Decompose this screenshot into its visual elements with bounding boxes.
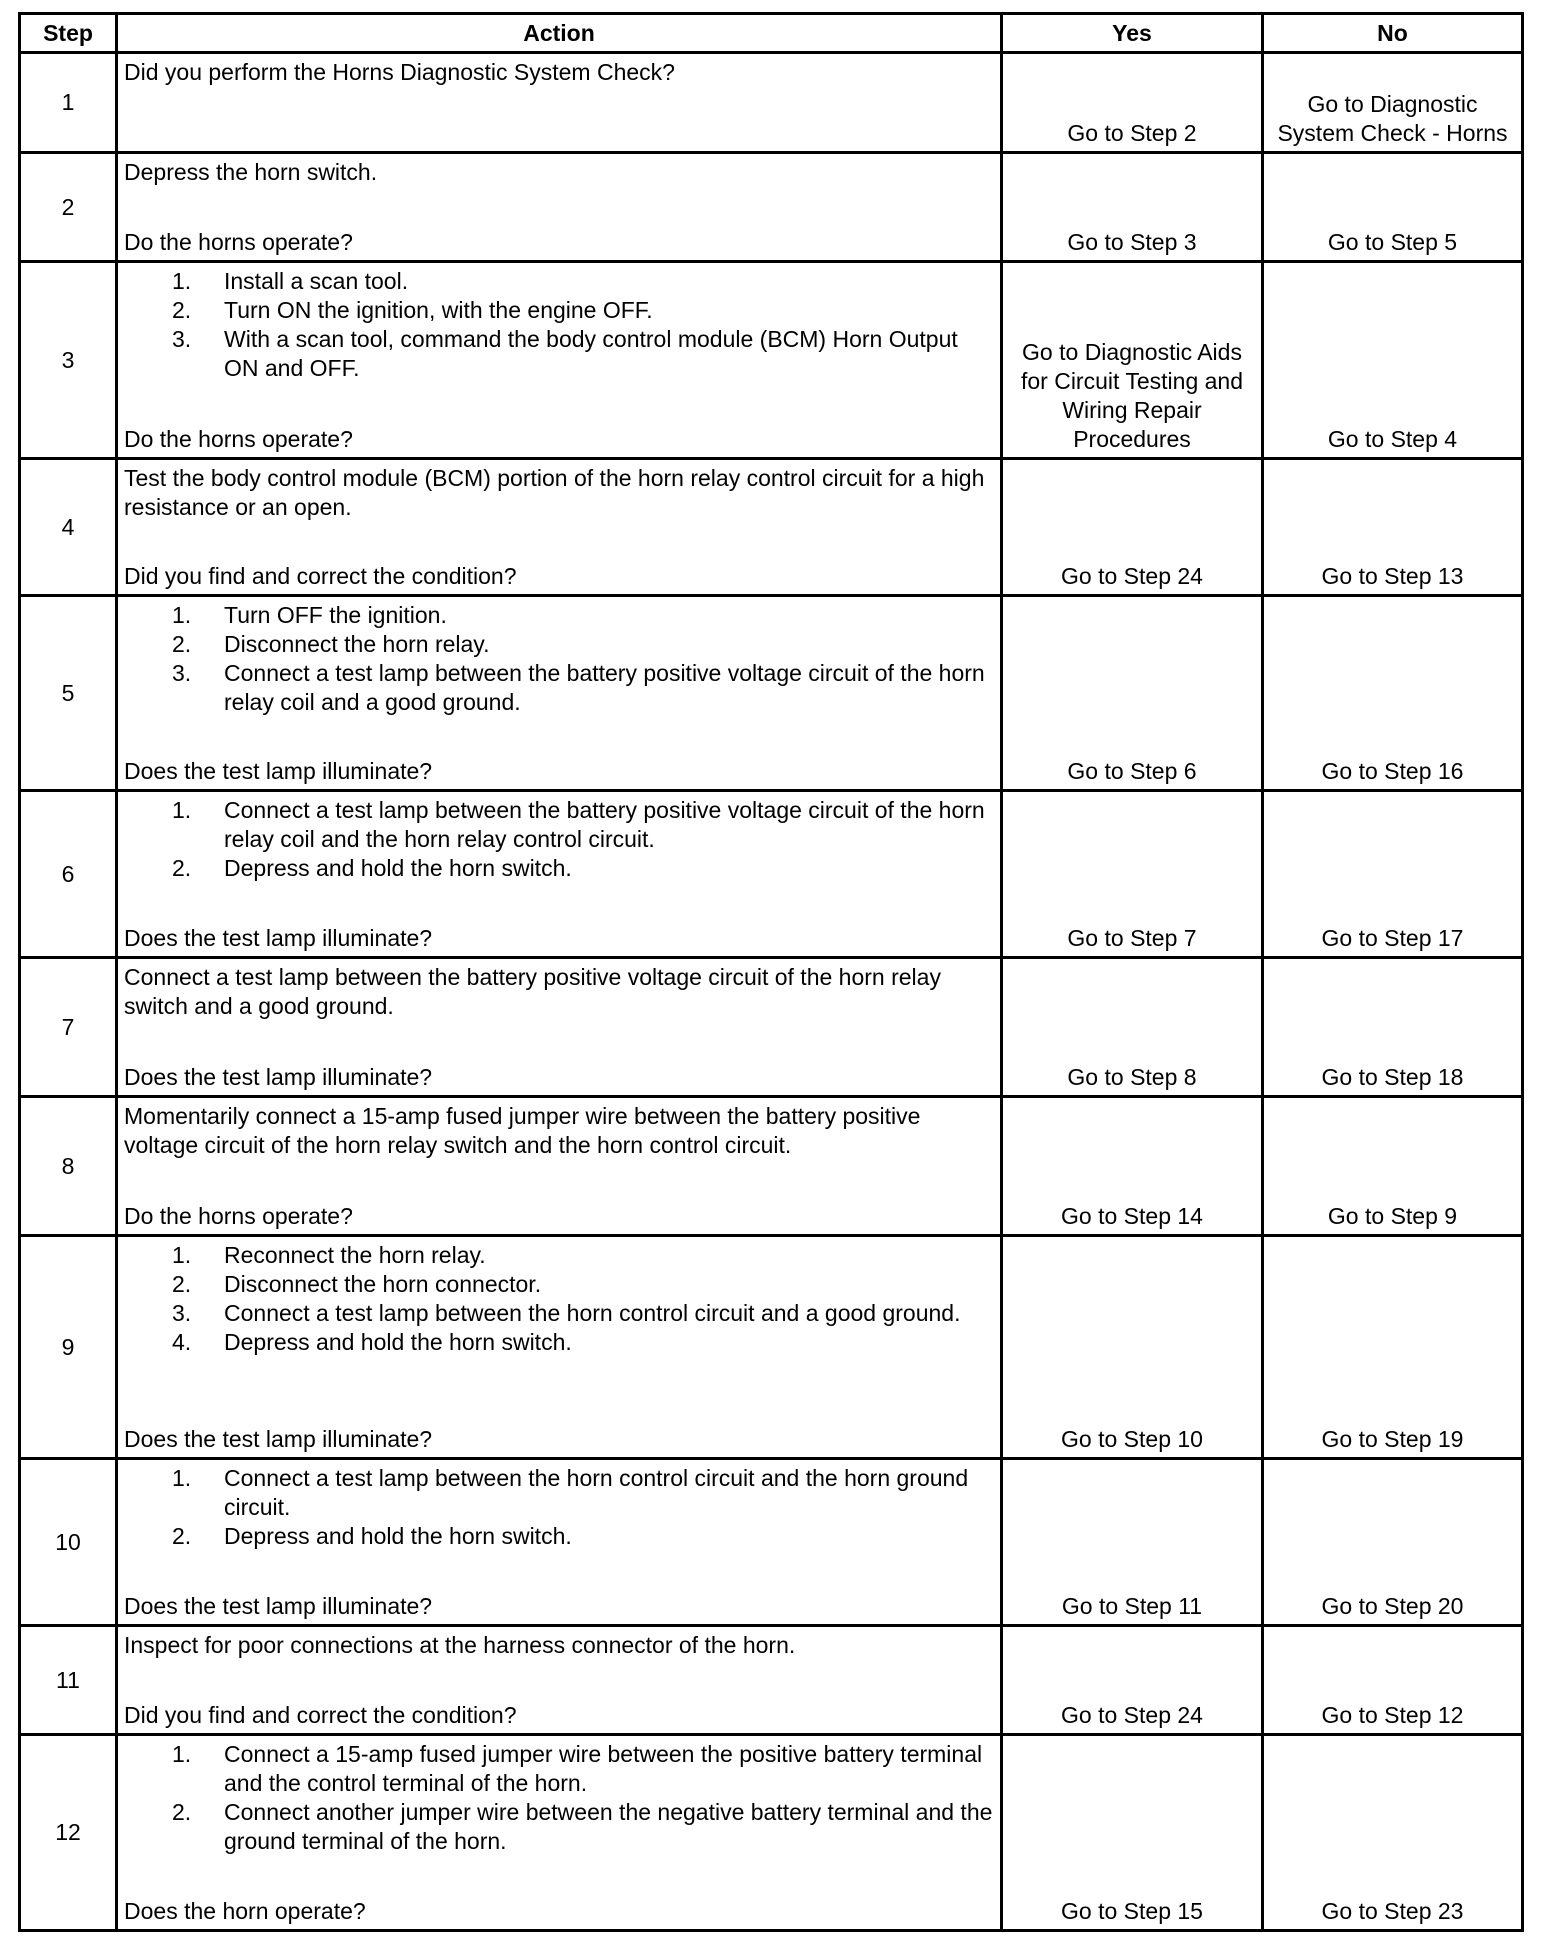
yes-result: Go to Step 3	[1002, 153, 1263, 262]
action-steps-list	[124, 267, 996, 383]
action-cell	[117, 1459, 1002, 1626]
action-content	[124, 58, 996, 148]
action-step-item	[124, 296, 996, 325]
action-step-number: 4.	[172, 1329, 192, 1355]
step-number: 3	[20, 262, 117, 459]
action-step-item	[124, 267, 996, 296]
action-step-item	[124, 1241, 996, 1270]
action-step-item	[124, 630, 996, 659]
no-result: Go to Step 17	[1263, 791, 1523, 958]
table-row	[20, 1459, 1523, 1626]
action-content	[124, 963, 996, 1092]
action-text: Test the body control module (BCM) portion of the horn relay control circuit for a high resistance or an open.	[124, 465, 985, 520]
action-instructions	[124, 158, 996, 187]
action-instructions	[124, 796, 996, 883]
action-instructions	[124, 464, 996, 522]
action-step-item	[124, 1522, 996, 1551]
step-number: 8	[20, 1097, 117, 1236]
action-instructions	[124, 963, 996, 1021]
action-step-item	[124, 796, 996, 854]
table-row	[20, 53, 1523, 153]
action-step-item	[124, 601, 996, 630]
action-step-number: 1.	[172, 797, 192, 823]
action-content	[124, 1464, 996, 1621]
action-content	[124, 601, 996, 786]
action-text: Connect a test lamp between the battery positive voltage circuit of the horn relay switch and a good ground.	[124, 964, 941, 1019]
action-step-number: 2.	[172, 1271, 192, 1297]
action-instructions	[124, 267, 996, 383]
no-result: Go to Step 4	[1263, 262, 1523, 459]
action-step-text: Depress and hold the horn switch.	[224, 1329, 572, 1355]
action-question: Does the test lamp illuminate?	[124, 1426, 433, 1452]
table-row	[20, 153, 1523, 262]
action-step-item	[124, 1740, 996, 1798]
action-step-number: 1.	[172, 268, 192, 294]
action-text: Inspect for poor connections at the harness connector of the horn.	[124, 1632, 796, 1658]
diagnostic-table-page	[18, 12, 1521, 1932]
action-step-number: 1.	[172, 1741, 192, 1767]
action-instructions	[124, 58, 996, 87]
action-content	[124, 267, 996, 454]
action-step-number: 3.	[172, 660, 192, 686]
action-step-number: 2.	[172, 297, 192, 323]
action-instructions	[124, 601, 996, 717]
action-instructions	[124, 1464, 996, 1551]
action-question: Does the test lamp illuminate?	[124, 925, 433, 951]
step-number: 2	[20, 153, 117, 262]
table-row	[20, 262, 1523, 459]
step-number: 12	[20, 1735, 117, 1931]
action-content	[124, 464, 996, 591]
no-result: Go to Step 20	[1263, 1459, 1523, 1626]
yes-result: Go to Step 14	[1002, 1097, 1263, 1236]
action-step-item	[124, 325, 996, 383]
no-result: Go to Step 5	[1263, 153, 1523, 262]
action-step-text: Disconnect the horn connector.	[224, 1271, 542, 1297]
table-row	[20, 958, 1523, 1097]
action-content	[124, 1740, 996, 1926]
action-step-text: Reconnect the horn relay.	[224, 1242, 486, 1268]
table-row	[20, 1735, 1523, 1931]
action-question: Does the test lamp illuminate?	[124, 1593, 433, 1619]
action-step-text: Depress and hold the horn switch.	[224, 1523, 572, 1549]
action-cell	[117, 1626, 1002, 1735]
action-question: Do the horns operate?	[124, 426, 353, 452]
action-step-text: Connect a 15-amp fused jumper wire between the positive battery terminal and the control terminal of the horn.	[224, 1741, 983, 1796]
action-question: Does the test lamp illuminate?	[124, 758, 433, 784]
action-step-text: Depress and hold the horn switch.	[224, 855, 572, 881]
action-cell	[117, 1097, 1002, 1236]
action-question: Do the horns operate?	[124, 1203, 353, 1229]
yes-result: Go to Step 24	[1002, 459, 1263, 596]
diagnostic-table	[18, 12, 1524, 1932]
step-number: 6	[20, 791, 117, 958]
table-body	[20, 53, 1523, 1931]
table-row	[20, 1097, 1523, 1236]
action-step-number: 3.	[172, 326, 192, 352]
action-cell	[117, 53, 1002, 153]
action-cell	[117, 262, 1002, 459]
action-step-text: Disconnect the horn relay.	[224, 631, 490, 657]
action-step-text: With a scan tool, command the body control module (BCM) Horn Output ON and OFF.	[224, 326, 958, 381]
action-step-item	[124, 1299, 996, 1328]
action-question: Does the test lamp illuminate?	[124, 1064, 433, 1090]
step-number: 7	[20, 958, 117, 1097]
yes-result: Go to Step 6	[1002, 596, 1263, 791]
step-number: 4	[20, 459, 117, 596]
yes-result: Go to Step 7	[1002, 791, 1263, 958]
action-step-number: 1.	[172, 1242, 192, 1268]
action-steps-list	[124, 1464, 996, 1551]
step-number: 1	[20, 53, 117, 153]
no-result: Go to Step 9	[1263, 1097, 1523, 1236]
action-steps-list	[124, 796, 996, 883]
table-header-row	[20, 14, 1523, 53]
action-cell	[117, 958, 1002, 1097]
no-result: Go to Diagnostic System Check - Horns	[1263, 53, 1523, 153]
action-steps-list	[124, 1241, 996, 1357]
no-result: Go to Step 19	[1263, 1236, 1523, 1459]
action-content	[124, 1241, 996, 1454]
header-yes: Yes	[1002, 14, 1263, 53]
action-content	[124, 1631, 996, 1730]
table-row	[20, 459, 1523, 596]
action-step-number: 3.	[172, 1300, 192, 1326]
action-step-number: 2.	[172, 855, 192, 881]
action-step-text: Connect a test lamp between the horn control circuit and a good ground.	[224, 1300, 961, 1326]
header-step: Step	[20, 14, 117, 53]
action-step-text: Connect a test lamp between the battery positive voltage circuit of the horn relay coil and a good ground.	[224, 660, 985, 715]
step-number: 10	[20, 1459, 117, 1626]
action-question: Did you find and correct the condition?	[124, 563, 517, 589]
yes-result: Go to Step 2	[1002, 53, 1263, 153]
action-question: Did you find and correct the condition?	[124, 1702, 517, 1728]
step-number: 11	[20, 1626, 117, 1735]
action-step-text: Turn ON the ignition, with the engine OFF.	[224, 297, 653, 323]
action-step-item	[124, 1464, 996, 1522]
action-cell	[117, 1735, 1002, 1931]
action-step-number: 1.	[172, 602, 192, 628]
action-step-text: Connect a test lamp between the battery positive voltage circuit of the horn relay coil and the horn relay control circuit.	[224, 797, 985, 852]
action-instructions	[124, 1740, 996, 1856]
action-step-number: 2.	[172, 1523, 192, 1549]
action-step-number: 2.	[172, 631, 192, 657]
action-content	[124, 158, 996, 257]
action-step-text: Install a scan tool.	[224, 268, 409, 294]
action-step-text: Turn OFF the ignition.	[224, 602, 447, 628]
yes-result: Go to Step 8	[1002, 958, 1263, 1097]
yes-result: Go to Diagnostic Aids for Circuit Testing and Wiring Repair Procedures	[1002, 262, 1263, 459]
table-row	[20, 791, 1523, 958]
action-content	[124, 1102, 996, 1231]
action-cell	[117, 791, 1002, 958]
action-question: Does the horn operate?	[124, 1898, 366, 1924]
yes-result: Go to Step 11	[1002, 1459, 1263, 1626]
action-cell	[117, 153, 1002, 262]
table-row	[20, 596, 1523, 791]
action-step-number: 1.	[172, 1465, 192, 1491]
action-instructions	[124, 1631, 996, 1660]
action-step-item	[124, 1328, 996, 1357]
no-result: Go to Step 23	[1263, 1735, 1523, 1931]
no-result: Go to Step 16	[1263, 596, 1523, 791]
no-result: Go to Step 13	[1263, 459, 1523, 596]
action-step-number: 2.	[172, 1799, 192, 1825]
header-action: Action	[117, 14, 1002, 53]
action-question: Do the horns operate?	[124, 229, 353, 255]
no-result: Go to Step 18	[1263, 958, 1523, 1097]
action-cell	[117, 1236, 1002, 1459]
action-steps-list	[124, 1740, 996, 1856]
header-no: No	[1263, 14, 1523, 53]
action-instructions	[124, 1241, 996, 1357]
table-row	[20, 1626, 1523, 1735]
yes-result: Go to Step 15	[1002, 1735, 1263, 1931]
action-step-item	[124, 1270, 996, 1299]
action-step-text: Connect another jumper wire between the negative battery terminal and the ground terminal of the horn.	[224, 1799, 993, 1854]
yes-result: Go to Step 10	[1002, 1236, 1263, 1459]
action-text: Depress the horn switch.	[124, 159, 378, 185]
action-content	[124, 796, 996, 953]
action-text: Momentarily connect a 15-amp fused jumper wire between the battery positive voltage circuit of the horn relay switch and the horn control circuit.	[124, 1103, 921, 1158]
action-text: Did you perform the Horns Diagnostic System Check?	[124, 59, 675, 85]
no-result: Go to Step 12	[1263, 1626, 1523, 1735]
step-number: 9	[20, 1236, 117, 1459]
action-step-item	[124, 854, 996, 883]
action-step-item	[124, 659, 996, 717]
step-number: 5	[20, 596, 117, 791]
action-step-item	[124, 1798, 996, 1856]
action-step-text: Connect a test lamp between the horn control circuit and the horn ground circuit.	[224, 1465, 969, 1520]
yes-result: Go to Step 24	[1002, 1626, 1263, 1735]
action-steps-list	[124, 601, 996, 717]
action-cell	[117, 459, 1002, 596]
action-instructions	[124, 1102, 996, 1160]
action-cell	[117, 596, 1002, 791]
table-row	[20, 1236, 1523, 1459]
